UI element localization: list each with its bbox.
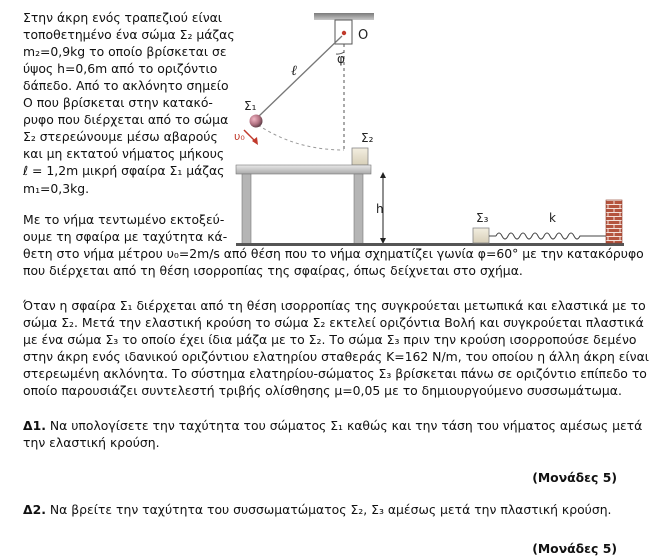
text-line: Όταν η σφαίρα Σ₁ διέρχεται από τη θέση ισορροπίας της συγκρούεται μετωπικά και ελαστικά με το	[23, 298, 646, 313]
pivot-point	[342, 31, 346, 35]
block-s2	[352, 148, 368, 165]
marks-label-partial: (Μονάδες 5)	[532, 541, 617, 556]
text-line: ℓ = 1,2m μικρή σφαίρα Σ₁ μάζας	[23, 163, 225, 178]
question-text: Να βρείτε την ταχύτητα του συσσωματώματος Σ₂, Σ₃ αμέσως μετά την πλαστική κρούση.	[49, 502, 612, 517]
text-line: τοποθετημένο ένα σώμα Σ₂ μάζας	[23, 27, 235, 42]
text-line: ρυφο που διέρχεται από το σώμα	[23, 112, 229, 127]
text-line: με ένα σώμα Σ₃ το οποίο έχει ίδια μάζα με το Σ₂. Το σώμα Σ₃ πριν την κρούση ισορροπούσε δεμένο	[23, 332, 637, 347]
question-line	[23, 502, 612, 518]
text-line: θετη στο νήμα μέτρου υ₀=2m/s από θέση που το νήμα σχηματίζει γωνία φ=60° με την κατακόρυφο	[23, 246, 644, 261]
label-v0: υ₀	[234, 130, 245, 143]
ball-trajectory	[258, 125, 344, 150]
physics-diagram	[236, 0, 636, 250]
question-label: Δ2.	[23, 502, 46, 517]
label-length: ℓ	[291, 63, 297, 79]
label-h: h	[376, 202, 384, 216]
text-line: Με το νήμα τεντωμένο εκτοξεύ-	[23, 212, 225, 227]
question-text: Να υπολογίσετε την ταχύτητα του σώματος Σ₁ καθώς και την τάση του νήματος αμέσως μετά	[49, 418, 643, 433]
text-line: Στην άκρη ενός τραπεζιού είναι	[23, 10, 222, 25]
label-O: O	[358, 28, 369, 43]
text-line: στην άκρη ενός ιδανικού οριζόντιου ελατηρίου σταθεράς Κ=162 N/m, του οποίου η άλλη άκρη είναι	[23, 349, 649, 364]
text-line: σώμα Σ₂. Μετά την ελαστική κρούση το σώμα Σ₂ εκτελεί οριζόντια Βολή και συγκρούεται πλαστικά	[23, 315, 644, 330]
block-s3	[473, 228, 489, 243]
spring	[489, 233, 606, 239]
label-s3: Σ₃	[476, 211, 489, 225]
question-line	[23, 418, 642, 434]
text-line: ουμε τη σφαίρα με ταχύτητα κά-	[23, 229, 228, 244]
text-line: δάπεδο. Από το ακλόνητο σημείο	[23, 78, 229, 93]
string	[258, 36, 342, 117]
label-s1: Σ₁	[244, 99, 257, 113]
label-k: k	[549, 211, 556, 225]
question-line: την ελαστική κρούση.	[23, 435, 160, 450]
floor	[236, 243, 624, 246]
sphere-s1	[250, 115, 263, 128]
text-line: m₂=0,9kg το οποίο βρίσκεται σε	[23, 44, 227, 59]
text-line: Σ₂ στερεώνουμε μέσω αβαρούς	[23, 129, 218, 144]
text-line: οποίο παρουσιάζει συντελεστή τριβής ολίσθησης μ=0,05 με το δημιουργούμενο συσσωμάτωμα.	[23, 383, 622, 398]
brick-wall	[606, 200, 622, 243]
table	[236, 165, 371, 244]
label-phi: φ	[337, 52, 345, 66]
text-line: που διέρχεται από τη θέση ισορροπίας της σφαίρας, όπως δείχνεται στο σχήμα.	[23, 263, 523, 278]
label-s2: Σ₂	[361, 131, 374, 145]
text-line: και μη εκτατού νήματος μήκους	[23, 146, 225, 161]
text-line: στερεωμένη ακλόνητα. Το σύστημα ελατηρίου-σώματος Σ₃ βρίσκεται πάνω σε οριζόντιο επίπεδο το	[23, 366, 647, 381]
text-line: Ο που βρίσκεται στην κατακό-	[23, 95, 213, 110]
marks-label: (Μονάδες 5)	[532, 470, 617, 485]
text-line: m₁=0,3kg.	[23, 181, 90, 196]
question-label: Δ1.	[23, 418, 46, 433]
text-line: ύψος h=0,6m από το οριζόντιο	[23, 61, 218, 76]
